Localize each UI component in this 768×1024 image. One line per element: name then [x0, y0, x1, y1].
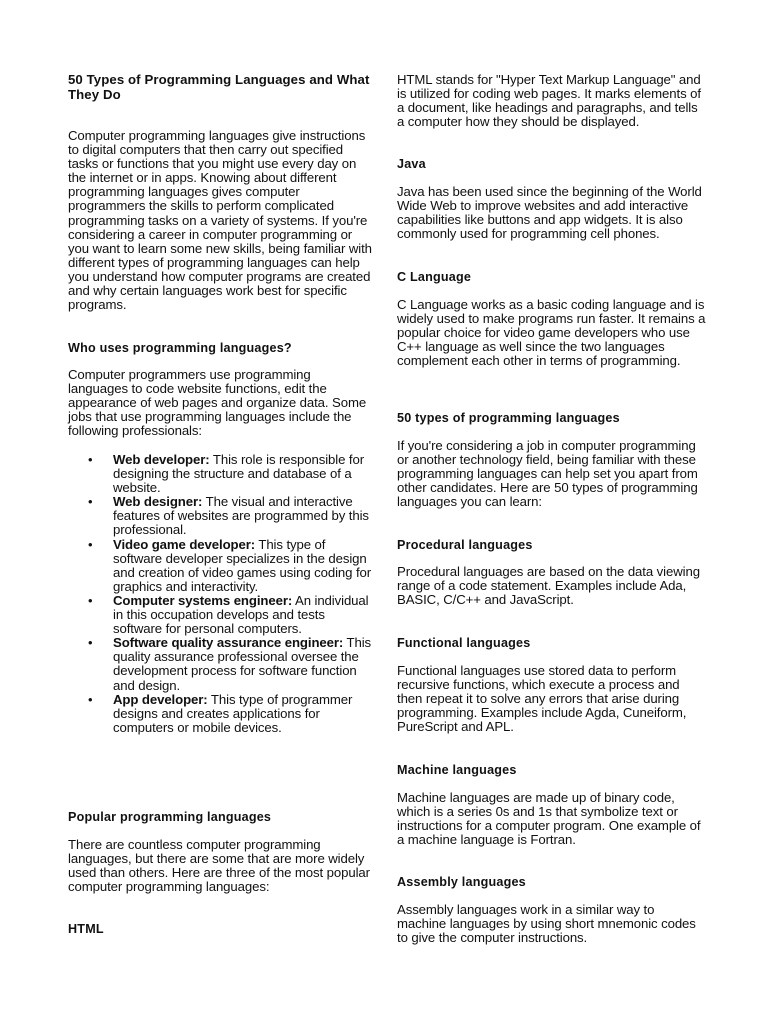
machine-heading: Machine languages — [397, 763, 517, 777]
list-item — [68, 594, 374, 636]
c-language-paragraph: C Language works as a basic coding language and is widely used to make programs run faster. It remains a popular choice for video game developers who use C++ language as well since the two languages complement each other in terms of programming. — [397, 297, 706, 369]
assembly-heading: Assembly languages — [397, 875, 526, 889]
job-term: Video game developer: — [113, 536, 256, 552]
list-item — [68, 538, 374, 594]
machine-paragraph: Machine languages are made up of binary code, which is a series 0s and 1s that symbolize text or instructions for a computer program. One example of a machine language is Fortran. — [397, 790, 701, 848]
job-term: Software quality assurance engineer: — [113, 635, 344, 651]
job-description: This type of software developer specializes in the design and creation of video games using coding for graphics and interactivity. — [113, 536, 372, 594]
list-item — [68, 636, 374, 692]
assembly-paragraph: Assembly languages work in a similar way to machine languages by using short mnemonic codes to give the computer instructions. — [397, 902, 696, 946]
job-description: The visual and interactive features of websites are programmed by this professional. — [113, 494, 369, 538]
document-title: 50 Types of Programming Languages and What They Do — [68, 72, 370, 102]
job-description: This quality assurance professional oversee the development process for software function and design. — [113, 635, 372, 693]
bullet-icon: • — [88, 691, 93, 707]
list-item — [68, 495, 374, 537]
popular-heading: Popular programming languages — [68, 810, 272, 824]
job-term: App developer: — [113, 691, 208, 707]
popular-paragraph: There are countless computer programming languages, but there are some that are more widely used than others. Here are three of the most popular computer programming languages: — [68, 837, 370, 895]
who-uses-heading: Who uses programming languages? — [68, 341, 292, 355]
bullet-icon: • — [88, 635, 93, 651]
html-heading: HTML — [68, 922, 104, 936]
job-term: Web designer: — [113, 494, 203, 510]
bullet-icon: • — [88, 536, 93, 552]
procedural-heading: Procedural languages — [397, 538, 533, 552]
fifty-types-heading: 50 types of programming languages — [397, 411, 620, 425]
list-item — [68, 693, 374, 735]
job-description: This role is responsible for designing the structure and database of a website. — [113, 452, 365, 496]
list-item — [68, 453, 374, 495]
procedural-paragraph: Procedural languages are based on the data viewing range of a code statement. Examples include Ada, BASIC, C/C++ and JavaScript. — [397, 564, 700, 608]
jobs-list — [68, 453, 374, 735]
job-description: This type of programmer designs and creates applications for computers or mobile devices. — [113, 691, 353, 735]
bullet-icon: • — [88, 452, 93, 467]
html-paragraph: HTML stands for "Hyper Text Markup Language" and is utilized for coding web pages. It marks elements of a document, like headings and paragraphs, and tells a computer how they should be displayed. — [397, 72, 701, 130]
java-heading: Java — [397, 157, 426, 171]
functional-heading: Functional languages — [397, 636, 531, 650]
who-uses-paragraph: Computer programmers use programming languages to code website functions, edit the appearance of web pages and organize data. Some jobs that use programming languages include the following professionals: — [68, 367, 367, 439]
job-description: An individual in this occupation develops and tests software for personal computers. — [113, 592, 369, 637]
bullet-icon: • — [88, 592, 93, 608]
c-language-heading: C Language — [397, 270, 472, 284]
functional-paragraph: Functional languages use stored data to perform recursive functions, which execute a process and then repeat it to solve any errors that arise during programming. Examples include Agda, Cuneiform, PureScript and APL. — [397, 663, 687, 735]
job-term: Web developer: — [113, 452, 210, 467]
fifty-types-paragraph: If you're considering a job in computer programming or another technology field, being familiar with these programming languages can help set you apart from other candidates. Here are 50 types of programming languages you can learn: — [397, 438, 698, 510]
bullet-icon: • — [88, 494, 93, 510]
job-term: Computer systems engineer: — [113, 592, 293, 608]
java-paragraph: Java has been used since the beginning of the World Wide Web to improve websites and add interactive capabilities like buttons and app widgets. It is also commonly used for programming cell phones. — [397, 184, 702, 242]
intro-paragraph: Computer programming languages give instructions to digital computers that then carry out specified tasks or functions that you might use every day on the internet or in apps. Knowing about different programming languages gives computer programmers the skills to perform complicated programming tasks on a variety of systems. If you're considering a career in computer programming or you want to learn some new skills, being familiar with different types of programming languages can help you understand how computer programs are created and why certain languages work best for specific programs. — [68, 128, 372, 313]
